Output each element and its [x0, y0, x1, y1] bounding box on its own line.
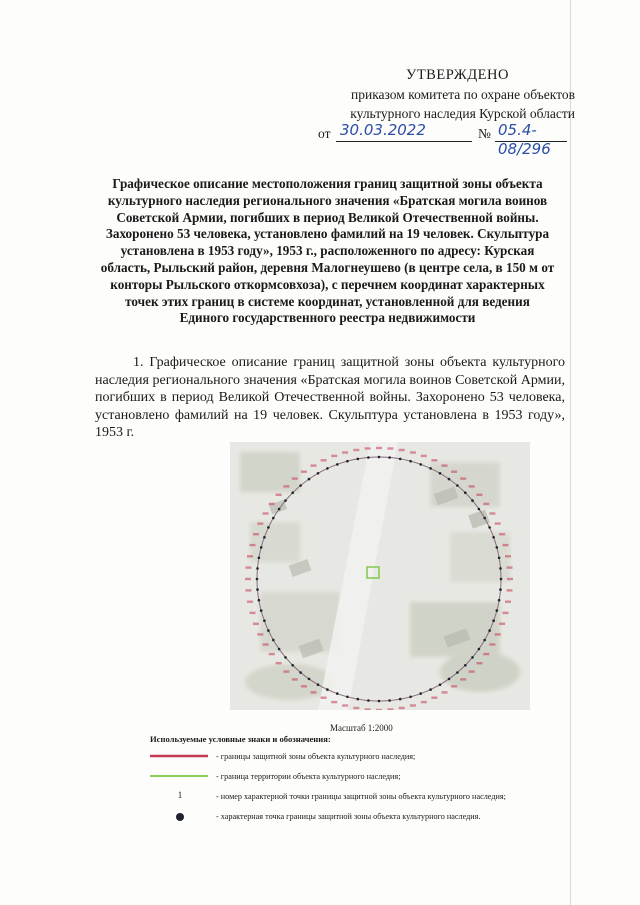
approval-date-line	[300, 121, 575, 158]
approval-title: УТВЕРЖДЕНО	[406, 67, 509, 83]
point-number-label	[505, 601, 511, 603]
boundary-point	[478, 508, 481, 511]
map-image	[230, 442, 530, 710]
boundary-point	[439, 683, 442, 686]
boundary-point	[399, 698, 402, 701]
legend-item-text: - границы защитной зоны объекта культурного наследия;	[216, 752, 416, 761]
point-number-label	[263, 512, 269, 514]
boundary-point	[346, 460, 349, 463]
point-number-label	[431, 697, 437, 699]
point-number-label	[321, 459, 327, 461]
boundary-point	[388, 699, 391, 702]
point-number-label	[495, 522, 501, 524]
point-number-label	[263, 643, 269, 645]
boundary-point	[464, 491, 467, 494]
point-number-label	[311, 691, 317, 693]
point-number-label	[247, 555, 253, 557]
point-number-label	[399, 707, 405, 709]
boundary-point	[429, 467, 432, 470]
point-number-label	[253, 533, 259, 535]
point-number-label	[257, 633, 263, 635]
legend-item-text: - характерная точка границы защитной зоны объекта культурного наследия.	[216, 812, 481, 821]
boundary-point	[471, 656, 474, 659]
point-number-label	[311, 464, 317, 466]
boundary-point	[419, 692, 422, 695]
boundary-point	[278, 648, 281, 651]
point-number-label	[376, 709, 382, 710]
point-number-label	[505, 555, 511, 557]
point-number-label	[301, 685, 307, 687]
boundary-point	[346, 696, 349, 699]
legend-item-territory-boundary	[150, 770, 570, 790]
boundary-point	[409, 460, 412, 463]
boundary-point	[448, 678, 451, 681]
point-number-label	[342, 451, 348, 453]
boundary-point	[299, 671, 302, 674]
point-number-label	[399, 449, 405, 451]
boundary-point	[299, 484, 302, 487]
boundary-point	[260, 546, 263, 549]
point-number-label	[469, 485, 475, 487]
date-value: 30.03.2022	[340, 121, 426, 139]
point-number-label	[410, 451, 416, 453]
point-number-label	[442, 691, 448, 693]
point-number-label	[503, 612, 509, 614]
point-number-label	[507, 578, 513, 580]
boundary-point	[498, 599, 501, 602]
point-number-label	[292, 678, 298, 680]
number-prefix: №	[478, 126, 491, 141]
boundary-point	[272, 517, 275, 520]
boundary-point	[448, 478, 451, 481]
point-number-label	[276, 662, 282, 664]
point-number-label	[365, 447, 371, 449]
legend-item-point-number	[150, 790, 570, 810]
boundary-point	[399, 458, 402, 461]
boundary-point	[308, 678, 311, 681]
point-number-label	[257, 522, 263, 524]
boundary-point	[367, 456, 370, 459]
point-number-label	[499, 533, 505, 535]
legend	[150, 734, 570, 830]
point-number-label	[331, 701, 337, 703]
boundary-point	[326, 688, 329, 691]
point-number-label	[489, 512, 495, 514]
boundary-point	[336, 463, 339, 466]
point-number-label	[431, 459, 437, 461]
date-prefix: от	[318, 126, 331, 141]
point-number-label	[499, 623, 505, 625]
point-number-label	[365, 708, 371, 710]
point-number-label	[246, 589, 252, 591]
boundary-point	[499, 567, 502, 570]
boundary-point	[267, 526, 270, 529]
boundary-point	[357, 698, 360, 701]
point-number-label	[301, 471, 307, 473]
boundary-point	[263, 536, 266, 539]
point-number-label	[483, 653, 489, 655]
boundary-point	[357, 458, 360, 461]
point-number-label	[321, 697, 327, 699]
red-line-icon	[150, 750, 210, 764]
point-number-label	[269, 503, 275, 505]
boundary-point	[409, 696, 412, 699]
boundary-point	[336, 692, 339, 695]
boundary-point	[317, 683, 320, 686]
boundary-point	[456, 671, 459, 674]
boundary-point	[429, 688, 432, 691]
approval-stamp	[300, 66, 575, 158]
point-number-label	[507, 589, 513, 591]
point-number-label	[342, 704, 348, 706]
point-number-label	[421, 701, 427, 703]
boundary-point	[326, 467, 329, 470]
point-number-label	[460, 477, 466, 479]
boundary-point	[478, 648, 481, 651]
boundary-point	[256, 588, 259, 591]
point-number-label	[245, 578, 251, 580]
approval-line-2: культурного наследия Курской области	[350, 106, 575, 121]
point-number-label	[410, 704, 416, 706]
point-number-label	[247, 601, 253, 603]
point-number-label	[387, 447, 393, 449]
point-number-label	[476, 662, 482, 664]
point-number-label	[331, 455, 337, 457]
boundary-point	[367, 699, 370, 702]
boundary-point	[378, 700, 381, 703]
section-1-text: 1. Графическое описание границ защитной зоны объекта культурного наследия регионального значения «Братская могила воинов Советской Армии, погибших в период Великой Отечественной войны. Захоронено 53 человека, установлено фамилий на 19 человек. Скульптура установлена в 1953 году», 1953 г.	[95, 355, 565, 440]
boundary-point	[291, 664, 294, 667]
point-number-label	[283, 485, 289, 487]
boundary-point	[256, 567, 259, 570]
point-number-label	[276, 494, 282, 496]
boundary-point	[308, 478, 311, 481]
map-svg	[230, 442, 530, 710]
point-number-label	[483, 503, 489, 505]
boundary-point	[496, 546, 499, 549]
boundary-point	[488, 629, 491, 632]
boundary-point	[492, 619, 495, 622]
point-number-label	[503, 544, 509, 546]
point-number-label	[253, 623, 259, 625]
point-number-label	[269, 653, 275, 655]
point-number-label	[283, 670, 289, 672]
point-number-label	[495, 633, 501, 635]
boundary-point	[260, 609, 263, 612]
boundary-point	[284, 499, 287, 502]
point-number-label	[451, 471, 457, 473]
approval-line-1: приказом комитета по охране объектов	[351, 87, 575, 102]
boundary-point	[483, 517, 486, 520]
legend-item-text: - граница территории объекта культурного наследия;	[216, 772, 401, 781]
date-underline	[336, 141, 472, 142]
legend-item-point	[150, 810, 570, 830]
point-number-label	[476, 494, 482, 496]
point-number-label	[387, 708, 393, 710]
boundary-point	[456, 484, 459, 487]
boundary-point	[464, 664, 467, 667]
boundary-point	[419, 463, 422, 466]
point-number-label	[421, 455, 427, 457]
boundary-point	[267, 629, 270, 632]
green-line-icon	[150, 770, 210, 784]
point-number-label	[469, 670, 475, 672]
boundary-point	[263, 619, 266, 622]
boundary-point	[483, 639, 486, 642]
boundary-point	[471, 499, 474, 502]
point-number-label	[489, 643, 495, 645]
point-number-label	[250, 544, 256, 546]
point-number-label	[507, 566, 513, 568]
point-number-label	[246, 566, 252, 568]
boundary-point	[439, 472, 442, 475]
boundary-point	[278, 508, 281, 511]
point-number-label	[451, 685, 457, 687]
point-number-sample: 1	[177, 790, 183, 800]
number-value: 05.4-08/296	[498, 121, 551, 158]
boundary-point	[258, 557, 261, 560]
document-title: Графическое описание местоположения границ защитной зоны объекта культурного наследия регионального значения «Братская могила воинов Советской Армии, погибших в период Великой Отечественной войны. Захоронено 53 человека, установлено фамилий на 19 человек. Скульптура установлена в 1953 году», 1953 г., расположенного по адресу: Курская область, Рыльский район, деревня Малогнеушево (в центре села, в 150 м от конторы Рыльского откормсовхоза), с перечнем координат характерных точек этих границ в системе координат, установленной для ведения Единого государственного реестра недвижимости	[100, 176, 555, 326]
map-scale: Масштаб 1:2000	[330, 723, 393, 733]
dot-icon	[150, 810, 210, 824]
boundary-point	[498, 557, 501, 560]
point-number-label	[376, 447, 382, 449]
point-number-label	[250, 612, 256, 614]
point-number-label	[442, 464, 448, 466]
boundary-point	[256, 578, 259, 581]
boundary-point	[378, 456, 381, 459]
boundary-point	[488, 526, 491, 529]
boundary-point	[492, 536, 495, 539]
legend-item-protection-boundary	[150, 750, 570, 770]
boundary-point	[291, 491, 294, 494]
boundary-point	[272, 639, 275, 642]
point-number-label	[460, 678, 466, 680]
boundary-point	[500, 578, 503, 581]
boundary-point	[499, 588, 502, 591]
boundary-point	[317, 472, 320, 475]
legend-heading: Используемые условные знаки и обозначения:	[150, 734, 331, 744]
boundary-point	[388, 456, 391, 459]
boundary-point	[258, 599, 261, 602]
point-number-label	[353, 449, 359, 451]
point-number-label	[353, 707, 359, 709]
point-number-label	[292, 477, 298, 479]
legend-item-text: - номер характерной точки границы защитной зоны объекта культурного наследия;	[216, 792, 506, 801]
boundary-point	[496, 609, 499, 612]
boundary-point	[284, 656, 287, 659]
